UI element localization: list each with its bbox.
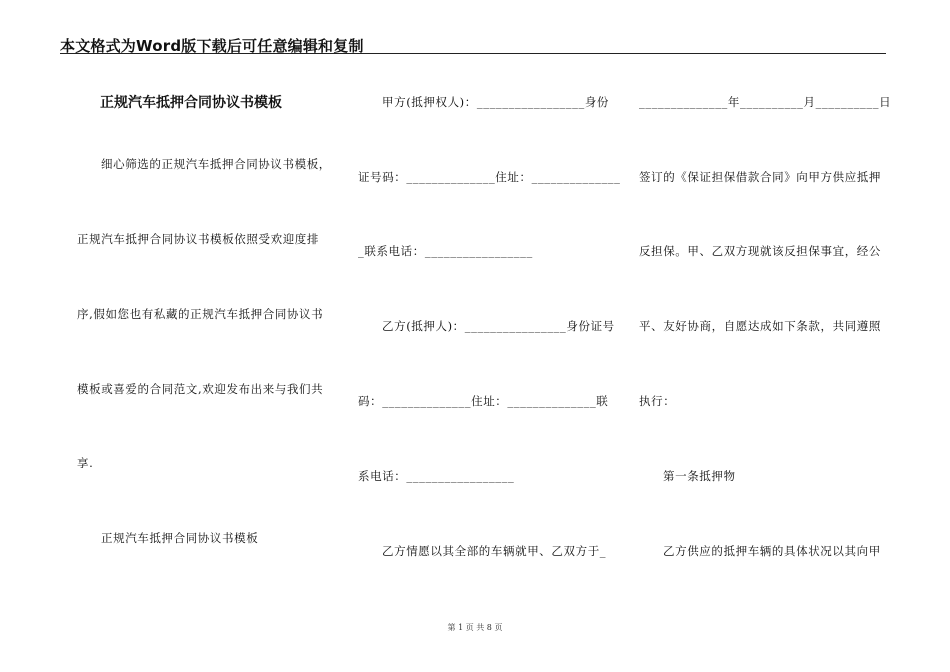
col3-line: 乙方供应的抵押车辆的具体状况以其向甲 [663, 544, 881, 558]
col2-line: 码：______________住址：______________联 [358, 394, 609, 408]
col3-line: 执行： [639, 394, 676, 408]
col1-line: 模板或喜爱的合同范文,欢迎发布出来与我们共 [77, 382, 324, 396]
header-divider [60, 53, 886, 54]
col3-line: 反担保。甲、乙双方现就该反担保事宜，经公 [639, 244, 881, 258]
col3-line: ______________年__________月__________日 [639, 95, 892, 109]
col1-line: 序,假如您也有私藏的正规汽车抵押合同协议书 [77, 307, 324, 321]
col2-line: 乙方(抵押人)：________________身份证号 [382, 319, 615, 333]
col2-line: 乙方情愿以其全部的车辆就甲、乙双方于_ [382, 544, 607, 558]
col3-line: 签订的《保证担保借款合同》向甲方供应抵押 [639, 170, 881, 184]
header-title: 本文格式为Word版下载后可任意编辑和复制 [60, 37, 364, 55]
col1-line: 享. [77, 456, 94, 470]
col1-line: 正规汽车抵押合同协议书模板 [101, 531, 259, 545]
col2-line: 证号码：______________住址：______________ [358, 170, 621, 184]
col2-line: 甲方(抵押权人)：_________________身份 [382, 95, 610, 109]
col2-line: 系电话：_________________ [358, 469, 515, 483]
col3-line: 平、友好协商，自愿达成如下条款，共同遵照 [639, 319, 881, 333]
page-number: 第 1 页 共 8 页 [447, 623, 503, 632]
col1-line: 细心筛选的正规汽车抵押合同协议书模板， [101, 157, 331, 171]
col1-line: 正规汽车抵押合同协议书模板依照受欢迎度排 [77, 232, 319, 246]
col2-line: _联系电话：_________________ [358, 244, 533, 258]
document-title: 正规汽车抵押合同协议书模板 [100, 95, 282, 111]
col3-line: 第一条抵押物 [663, 469, 736, 483]
